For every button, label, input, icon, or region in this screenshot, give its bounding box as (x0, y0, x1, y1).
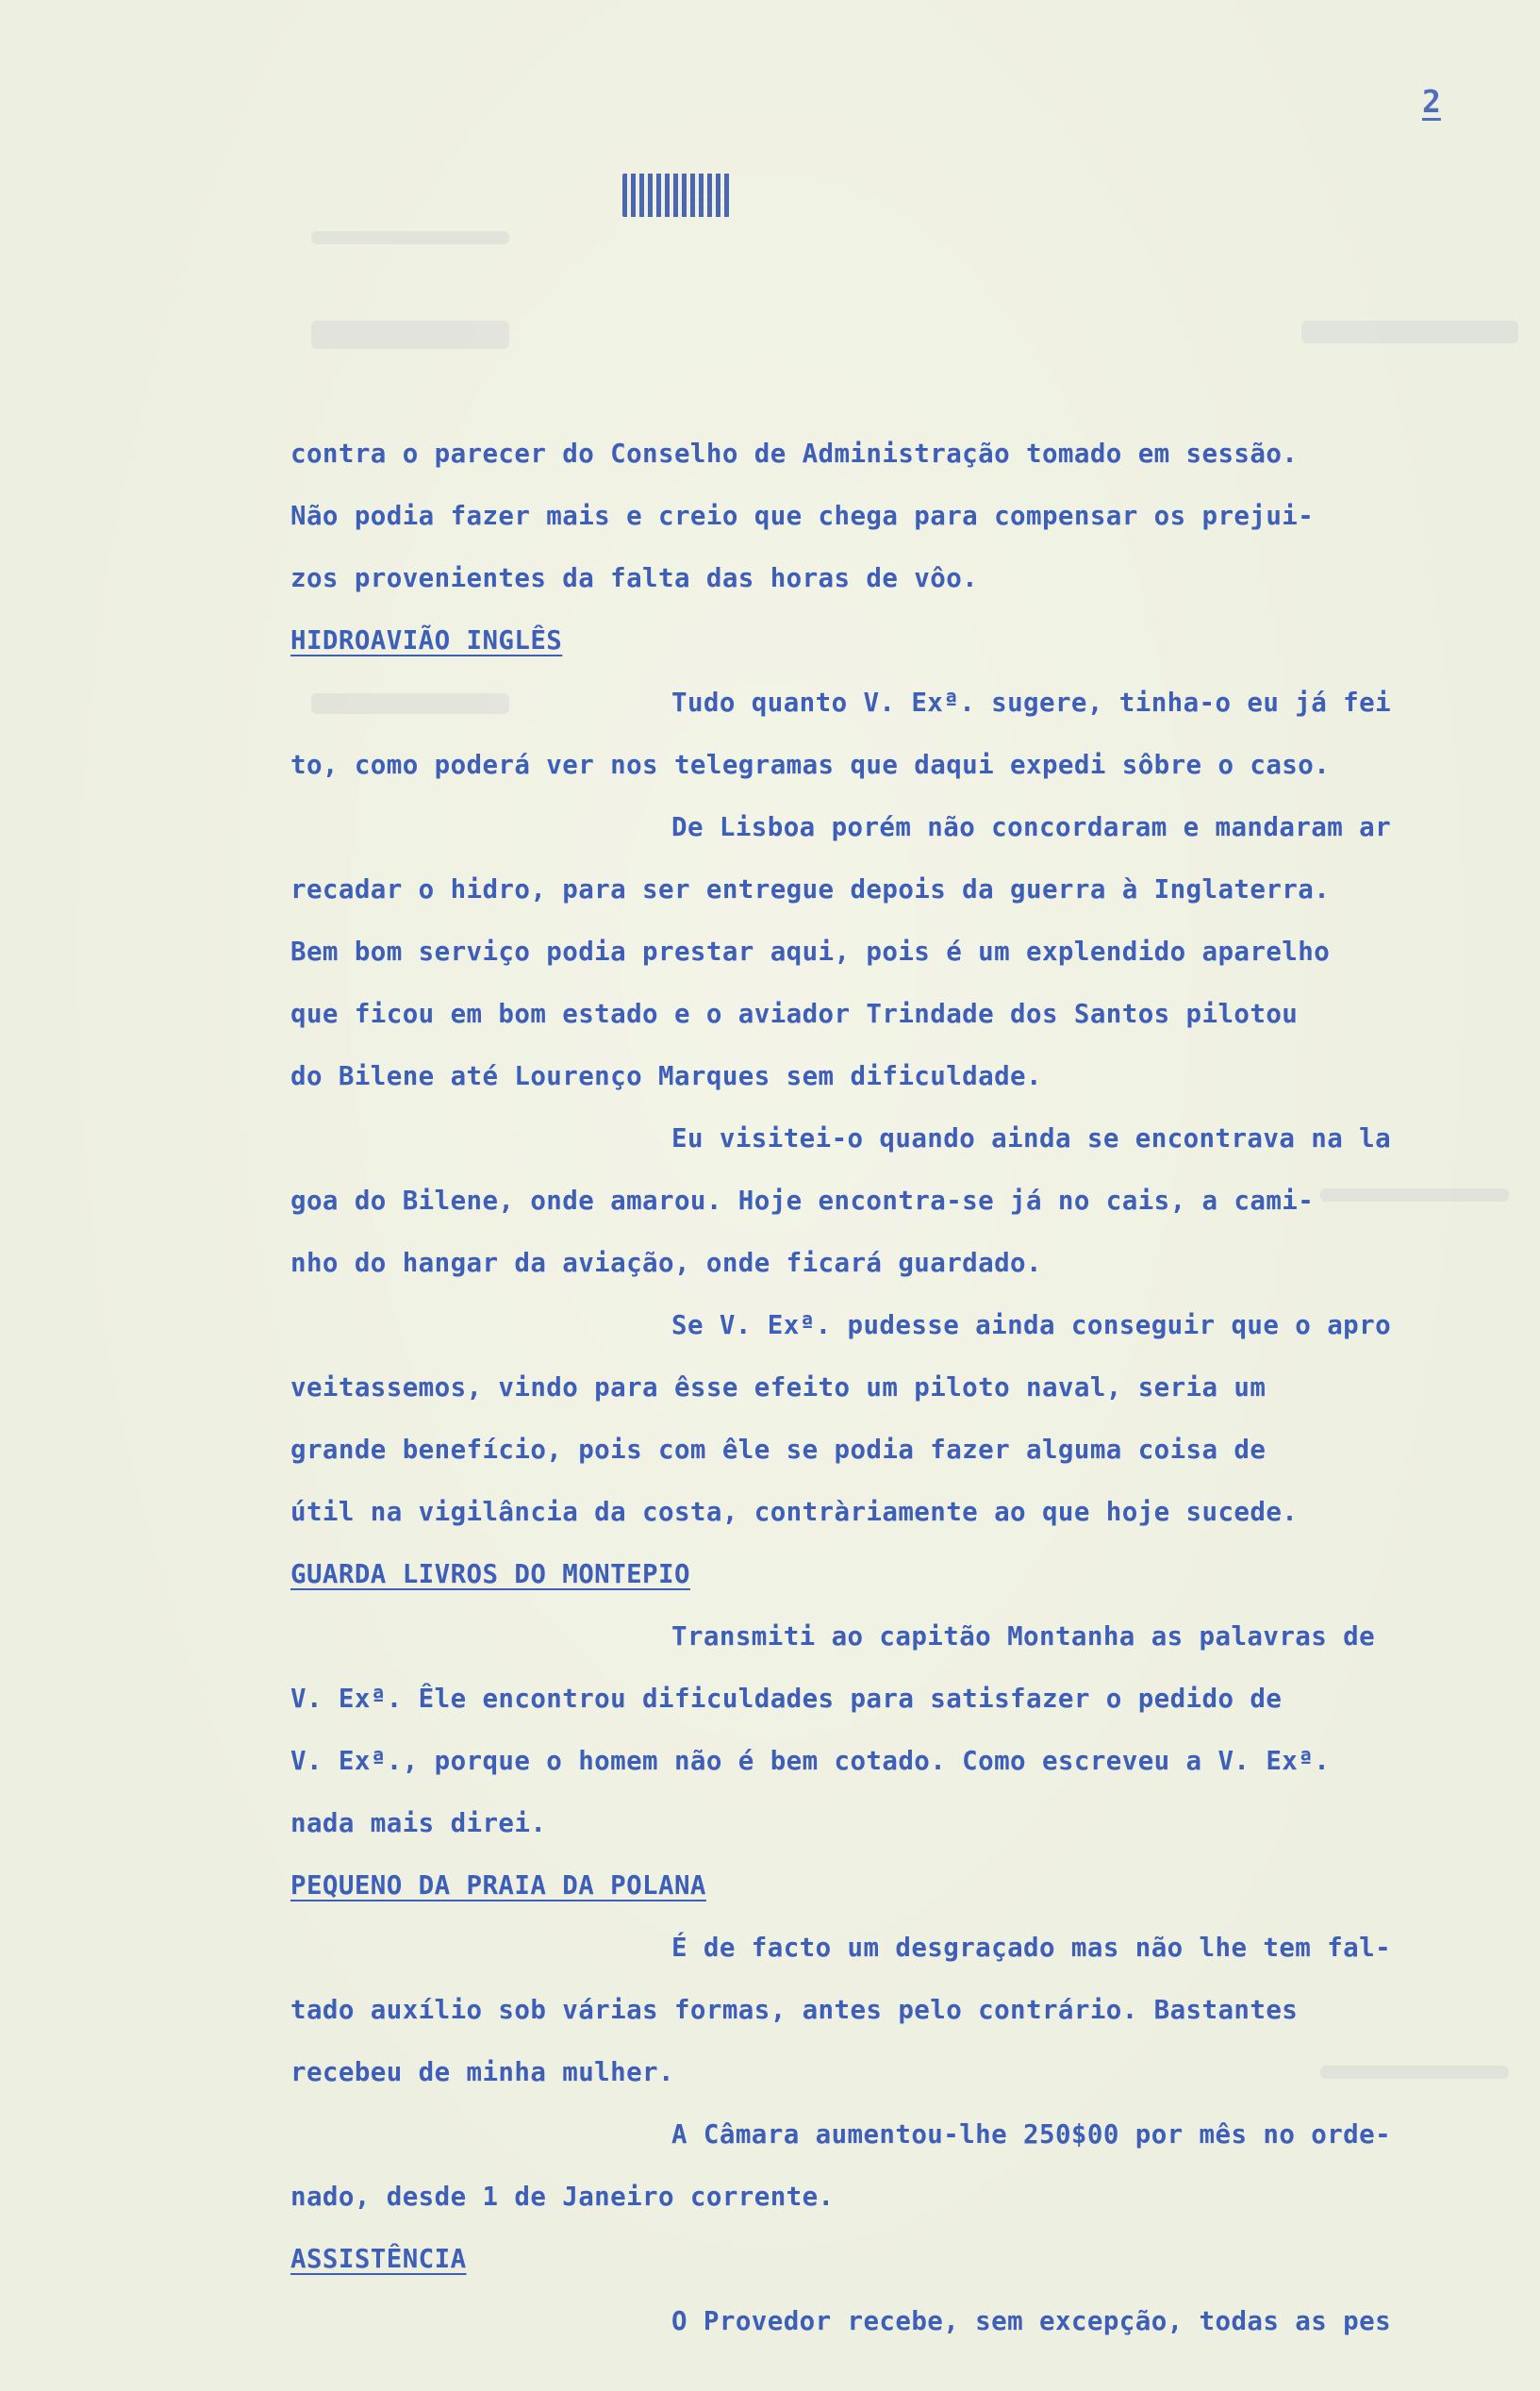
body-line: O Provedor recebe, sem excepção, todas as pes (671, 2306, 1392, 2336)
body-line: De Lisboa porém não concordaram e mandaram ar (671, 812, 1392, 842)
section-heading-hidroaviao: HIDROAVIÃO INGLÊS (290, 625, 563, 656)
body-line: É de facto um desgraçado mas não lhe tem fal- (671, 1933, 1392, 1963)
body-line: do Bilene até Lourenço Marques sem dificuldade. (290, 1061, 1042, 1091)
body-line: Bem bom serviço podia prestar aqui, pois é um explendido aparelho (290, 937, 1331, 967)
bleed-through (311, 231, 509, 244)
page-number: 2 (1422, 83, 1441, 120)
body-line: tado auxílio sob várias formas, antes pelo contrário. Bastantes (290, 1995, 1299, 2025)
body-line: que ficou em bom estado e o aviador Trindade dos Santos pilotou (290, 999, 1299, 1029)
body-line: nho do hangar da aviação, onde ficará guardado. (290, 1248, 1042, 1278)
body-line: nada mais direi. (290, 1808, 547, 1838)
body-line: contra o parecer do Conselho de Administração tomado em sessão. (290, 439, 1299, 469)
body-line: Transmiti ao capitão Montanha as palavras de (671, 1621, 1376, 1652)
body-line: V. Exª., porque o homem não é bem cotado. Como escreveu a V. Exª. (290, 1746, 1331, 1776)
body-line: veitassemos, vindo para êsse efeito um piloto naval, seria um (290, 1372, 1267, 1403)
body-line: útil na vigilância da costa, contràriamente ao que hoje sucede. (290, 1497, 1299, 1527)
bleed-through (311, 321, 509, 349)
letter-body (290, 430, 1526, 2360)
body-line: A Câmara aumentou-lhe 250$00 por mês no orde- (671, 2119, 1392, 2150)
bleed-through (1301, 321, 1518, 343)
body-line: Se V. Exª. pudesse ainda conseguir que o apro (671, 1310, 1392, 1340)
section-heading-guarda-livros: GUARDA LIVROS DO MONTEPIO (290, 1559, 690, 1589)
body-line: goa do Bilene, onde amarou. Hoje encontra-se já no cais, a cami- (290, 1186, 1315, 1216)
section-heading-pequeno-polana: PEQUENO DA PRAIA DA POLANA (290, 1870, 706, 1901)
body-line: recebeu de minha mulher. (290, 2057, 674, 2087)
body-line: zos provenientes da falta das horas de vôo. (290, 563, 979, 593)
body-line: V. Exª. Êle encontrou dificuldades para satisfazer o pedido de (290, 1684, 1283, 1714)
body-line: grande benefício, pois com êle se podia fazer alguma coisa de (290, 1435, 1267, 1465)
section-heading-assistencia: ASSISTÊNCIA (290, 2244, 467, 2274)
body-line: to, como poderá ver nos telegramas que daqui expedi sôbre o caso. (290, 750, 1331, 780)
body-line: nado, desde 1 de Janeiro corrente. (290, 2182, 835, 2212)
body-line: Não podia fazer mais e creio que chega para compensar os prejui- (290, 501, 1315, 531)
body-line: Eu visitei-o quando ainda se encontrava na la (671, 1123, 1392, 1154)
body-line: recadar o hidro, para ser entregue depois da guerra à Inglaterra. (290, 874, 1331, 905)
struck-through-mark (622, 174, 730, 217)
body-line: Tudo quanto V. Exª. sugere, tinha-o eu já fei (671, 688, 1392, 718)
